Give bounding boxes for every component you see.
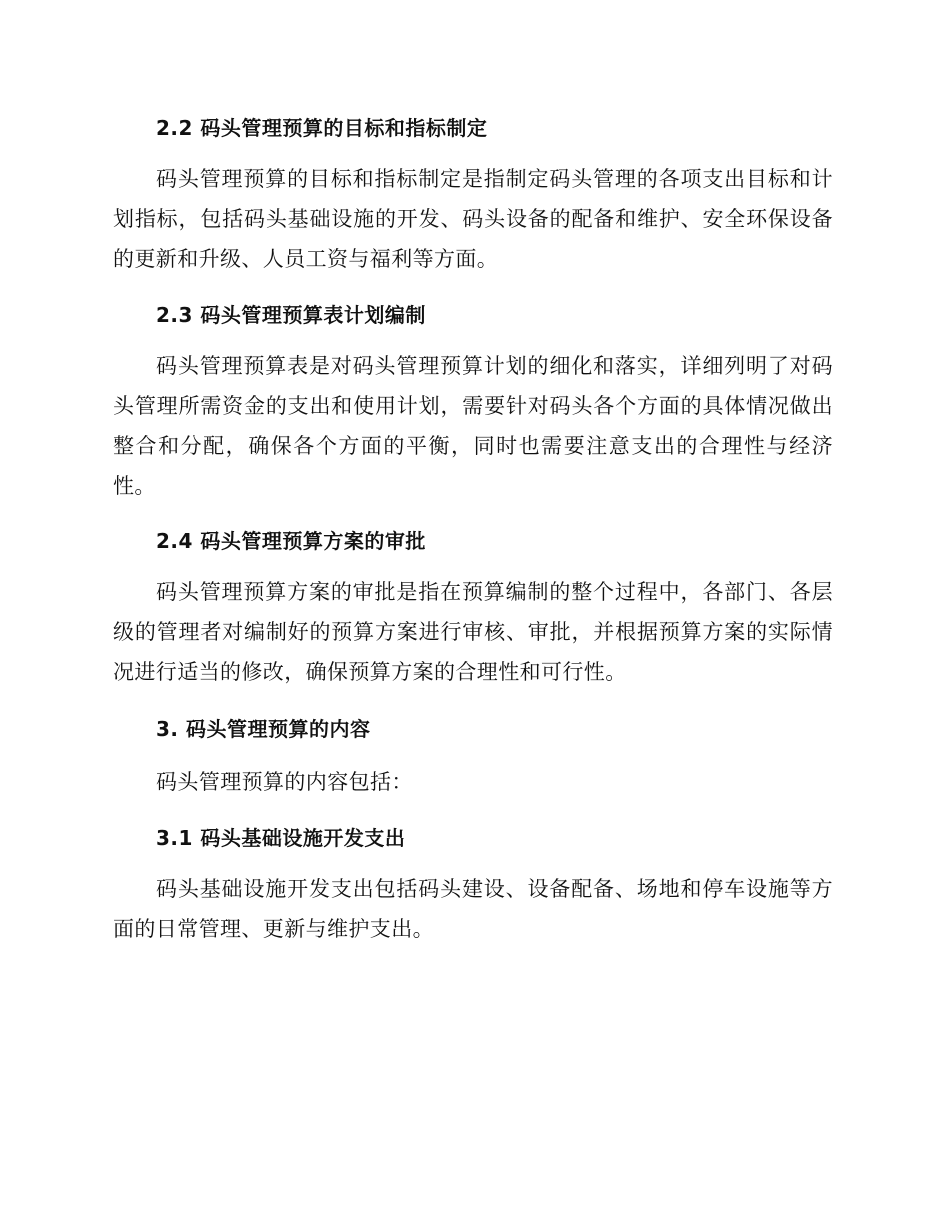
section-paragraph-3-1: 码头基础设施开发支出包括码头建设、设备配备、场地和停车设施等方面的日常管理、更新与维护支出。 [113,877,833,941]
section-heading-2-4: 2.4 码头管理预算方案的审批 [156,529,426,553]
section-paragraph-2-3: 码头管理预算表是对码头管理预算计划的细化和落实，详细列明了对码头管理所需资金的支出和使用计划，需要针对码头各个方面的具体情况做出整合和分配，确保各个方面的平衡，同时也需要注意支出的合理性与经济性。 [113,354,833,498]
section-paragraph-2-4: 码头管理预算方案的审批是指在预算编制的整个过程中，各部门、各层级的管理者对编制好的预算方案进行审核、审批，并根据预算方案的实际情况进行适当的修改，确保预算方案的合理性和可行性。 [113,580,833,684]
section-heading-2-3: 2.3 码头管理预算表计划编制 [156,303,426,327]
section-paragraph-2-2: 码头管理预算的目标和指标制定是指制定码头管理的各项支出目标和计划指标，包括码头基础设施的开发、码头设备的配备和维护、安全环保设备的更新和升级、人员工资与福利等方面。 [113,167,833,271]
section-paragraph-3: 码头管理预算的内容包括： [156,770,413,794]
section-heading-3: 3. 码头管理预算的内容 [156,717,371,741]
section-heading-3-1: 3.1 码头基础设施开发支出 [156,826,406,850]
document-body [113,111,833,949]
section-heading-2-2: 2.2 码头管理预算的目标和指标制定 [156,116,488,140]
